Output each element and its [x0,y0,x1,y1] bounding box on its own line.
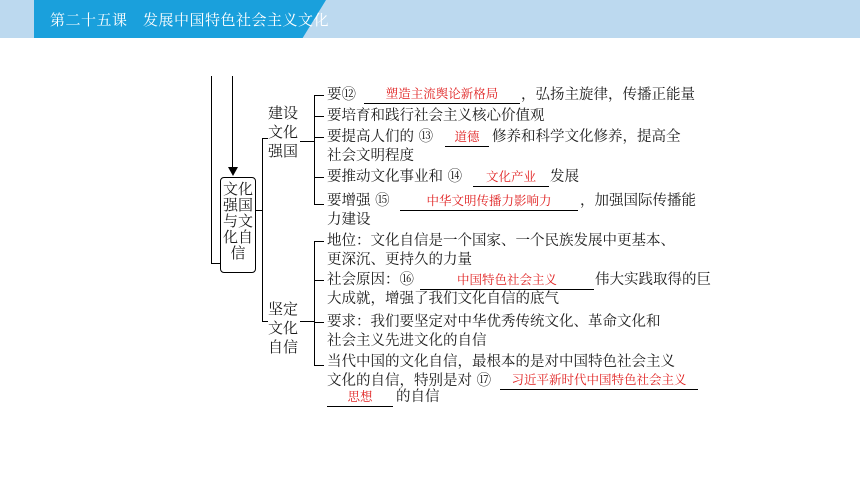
item-prefix: 要⑫ [327,87,356,103]
item-line1: 当代中国的文化自信，最根本的是对中国特色社会主义 [327,354,675,370]
root-topic-line: 化自 [222,228,253,246]
root-topic-line: 强国 [222,196,253,214]
answer-17: 习近平新时代中国特色社会主义 [511,372,687,387]
root-topic-line: 与文 [222,212,253,230]
blank-underline [473,186,549,187]
page-title: 第二十五课 发展中国特色社会主义文化 [50,11,330,29]
bracket-line [314,241,324,242]
bracket-line [314,116,324,117]
blank-underline [364,103,520,104]
bracket-line [314,177,324,178]
bracket-line [314,95,315,204]
connector-line [211,263,220,264]
root-topic-line: 文化 [222,180,253,198]
item-suffix: 的自信 [396,389,440,405]
item-suffix: 发展 [550,169,579,185]
arrow-head-icon [228,167,238,176]
connector-line [232,76,233,170]
item-line2: 社会主义先进文化的自信 [327,333,487,349]
connector-line [211,76,212,264]
bracket-line [300,321,314,322]
branch-label-culture-confidence: 坚定 文化 自信 [267,300,298,356]
blank-underline [327,406,393,407]
branch-label-build-culture: 建设 文化 强国 [267,104,298,160]
connector-line [262,138,263,321]
bracket-line [314,95,324,96]
bracket-line [314,280,324,281]
answer-13: 道德 [454,129,480,144]
answer-16: 中国特色社会主义 [456,272,557,287]
item-prefix: 要增强 ⑮ [327,193,390,209]
blank-underline [445,146,489,147]
bracket-line [314,241,315,365]
bracket-line [314,137,324,138]
item-line2: 社会文明程度 [327,148,414,164]
bracket-line [300,141,314,142]
blank-underline [400,210,578,211]
item-prefix: 要提高人们的 ⑬ [327,129,434,145]
item-line2: 大成就，增强了我们文化自信的底气 [327,291,559,307]
connector-line [255,210,262,211]
item-suffix: ，加强国际传播能 [580,193,696,209]
answer-14: 文化产业 [485,169,536,184]
item-line2: 更深沉、更持久的力量 [327,252,472,268]
bracket-line [314,365,324,366]
item-line1: 地位：文化自信是一个国家、一个民族发展中更基本、 [327,233,675,249]
root-topic-line: 信 [230,244,246,262]
root-topic-box [220,177,256,273]
bracket-line [314,204,324,205]
item-prefix: 要推动文化事业和 ⑭ [327,169,463,185]
item-line2: 文化的自信，特别是对 ⑰ [327,373,492,389]
blank-underline [500,389,698,390]
item-suffix: 伟大实践取得的巨 [595,272,711,288]
answer-12: 塑造主流舆论新格局 [385,86,499,101]
item-line2: 力建设 [327,212,371,228]
item-line1: 要求：我们要坚定对中华优秀传统文化、革命文化和 [327,314,661,330]
answer-17-cont: 思想 [347,389,373,404]
item-prefix: 社会原因：⑯ [327,272,414,288]
item-suffix: ，弘扬主旋律，传播正能量 [521,87,695,103]
item-text: 要培育和践行社会主义核心价值观 [327,108,545,124]
item-suffix: 修养和科学文化修养，提高全 [492,129,681,145]
answer-15: 中华文明传播力影响力 [426,193,552,208]
bracket-line [314,322,324,323]
